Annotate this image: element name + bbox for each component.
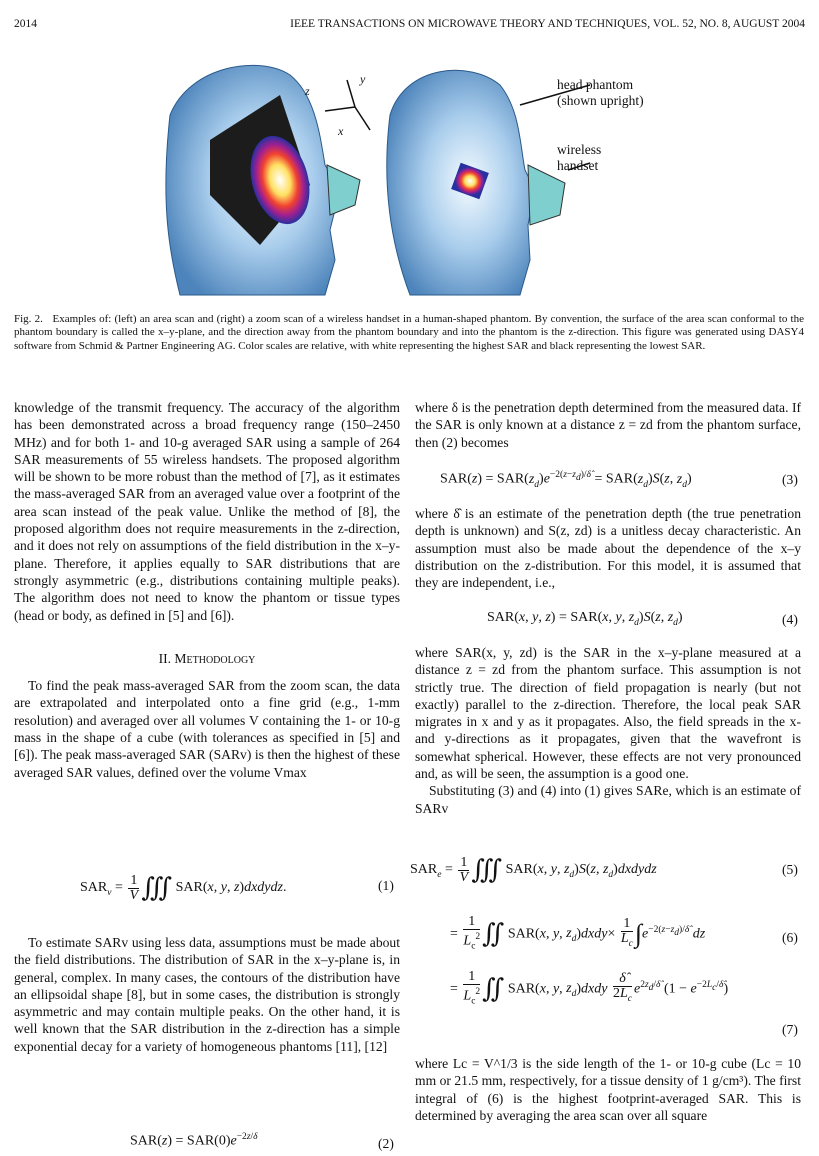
axis-y: y — [360, 72, 366, 86]
equation-4: SAR(x, y, z) = SAR(x, y, $z_d)S(z$, $z_d$) — [487, 610, 683, 628]
right-handset — [528, 165, 565, 225]
left-head-phantom — [166, 65, 360, 295]
page-number: 2014 — [14, 18, 37, 30]
paragraph: To estimate SARv using less data, assumptions must be made about the field distributions. The distribution of SAR in the x–y-plane is, in general, complex. In many cases, the contours of the distribution have an ellipsoidal shape [8], but in some cases, the distribution is strongly asymmetric and may contain multiple peaks. On the other hand, it is well known that the SAR distribution in the z-direction has a simple exponential decay for a variety of homogeneous phantoms [11], [12] — [14, 935, 400, 1054]
equation-number: (1) — [378, 878, 394, 893]
left-handset — [327, 165, 360, 215]
equation-2: $SAR(z) = SAR(0)e^{-2z/\delta}$ — [130, 1132, 258, 1149]
left-column-cont — [14, 934, 400, 1055]
right-column-p2 — [415, 505, 801, 591]
paragraph: Substituting (3) and (4) into (1) gives SARe, which is an estimate of SARv — [415, 783, 801, 816]
right-column-p5 — [415, 1055, 801, 1124]
paragraph: knowledge of the transmit frequency. The accuracy of the algorithm has been demonstrated across a broad frequency range (150–2450 MHz) and for both 1- and 10-g averaged SAR using a sample of 264 SAR measurements of 55 wireless handsets. The proposed algorithm will be shown to be more robust than the method of [7], as it estimates the mass-averaged SAR from an averaged value over a footprint of the area scan instead of the peak value. Unlike the method of [8], the proposed algorithm does not require measurements in the z-direction, and it does not rely on assumptions of the field distribution in the x–y-plane. Therefore, it applies equally to SAR distributions that are strongly asymmetric (e.g., distributions containing multiple peaks). The algorithm does not need to know the phantom or tissue types (head or body, as defined in [5] and [6]). — [14, 400, 400, 623]
paragraph: where δ̂ is an estimate of the penetration depth (the true penetration depth is unknown) and S(z, zd) is a unitless decay characteristic. An assumption must also be made about the dependence of the x–y distribution on the z-distribution. For this model, it is assumed that they are independent, i.e., — [415, 506, 801, 591]
running-header: IEEE TRANSACTIONS ON MICROWAVE THEORY AND TECHNIQUES, VOL. 52, NO. 8, AUGUST 2004 — [290, 18, 805, 30]
equation-7: = $\frac{1}{L_c^2}$ ∬ SAR(x, y, $z_d)dxdy$ $\frac{\deltâ}{2L_c}$ $e^{2z_d/\deltâ}$ $(1 - e^{-2L_c/\deltâ})$ — [450, 969, 729, 1007]
equation-6: = $\frac{1}{L_c^2}$ ∬ SAR(x, y, $z_d)dxdy\times$ $\frac{1}{L_c}$ $\int e^{-2(z-z_d)/\deltâ}$ dz — [450, 914, 706, 952]
equation-number: (4) — [782, 612, 798, 627]
paragraph: where δ is the penetration depth determined from the measured data. If the SAR is only known at a distance z = zd from the phantom surface, then (2) becomes — [415, 400, 801, 450]
equation-5: $SAR_e$ = $\frac{1}{V}$ ∭ SAR(x, y, $z_d)S(z$, $z_d)dxdydz$ — [410, 854, 657, 885]
equation-3: $SAR(z) = SAR(z_d)e^{-2(z-z_d)/\deltâ} = SAR(z_d)S(z$, $z_d$) — [440, 470, 692, 490]
right-column — [415, 399, 801, 451]
label-head-phantom: head phantom (shown upright) — [557, 77, 644, 108]
section-heading: II. Methodology — [158, 650, 256, 666]
axis-z: z — [305, 84, 310, 98]
paragraph: where SAR(x, y, zd) is the SAR in the x–y-plane measured at a distance z = zd from the phantom surface. This assumption is not strictly true. The direction of field propagation is nearly (but not exactly) parallel to the z-direction. Therefore, the local peak SAR migrates in x and y as it propagates. Also, the field spreads in the x- and y-directions as it propagates, given that the wavefront is somewhat spherical. However, these effects are not very pronounced and, as will be seen, the assumption is a good one. — [415, 645, 801, 782]
equation-number: (5) — [782, 862, 798, 877]
equation-number: (7) — [782, 1022, 798, 1037]
equation-number: (3) — [782, 472, 798, 487]
equation-1: $SAR_v$ = $\frac{1}{V}$ ∭ SAR(x, y, z)dxdydz. — [80, 872, 287, 903]
label-wireless-handset: wireless handset — [557, 142, 602, 173]
left-column — [14, 399, 400, 781]
equation-number: (2) — [378, 1136, 394, 1151]
right-column-p3 — [415, 644, 801, 817]
axis-x: x — [338, 124, 344, 138]
equation-number: (6) — [782, 930, 798, 945]
paragraph: To find the peak mass-averaged SAR from the zoom scan, the data are extrapolated and interpolated onto a fine grid (e.g., 1-mm resolution) and averaged over all volumes V containing the 1- or 10-g mass in the shape of a cube (with tolerances as specified in [5] and [6]). The peak mass-averaged SAR (SARv) is then the highest of these averaged SAR values, defined over the volume Vmax — [14, 678, 400, 780]
figure-caption: Fig. 2. Examples of: (left) an area scan and (right) a zoom scan of a wireless handset in a human-shaped phantom. By convention, the surface of the area scan conformal to the phantom boundary is called the x–y-plane, and the direction away from the phantom boundary and into the phantom is the z-direction. This figure was generated using DASY4 software from Schmid & Partner Engineering AG. Color scales are relative, with white representing the highest SAR and black representing the lowest SAR. — [14, 313, 804, 352]
paragraph: where Lc = V^1/3 is the side length of the 1- or 10-g cube (Lc = 10 mm or 21.5 mm, respectively, for a tissue density of 1 g/cm³). The first integral of (6) is the highest footprint-averaged SAR. This is determined by averaging the area scan over all square — [415, 1056, 801, 1123]
